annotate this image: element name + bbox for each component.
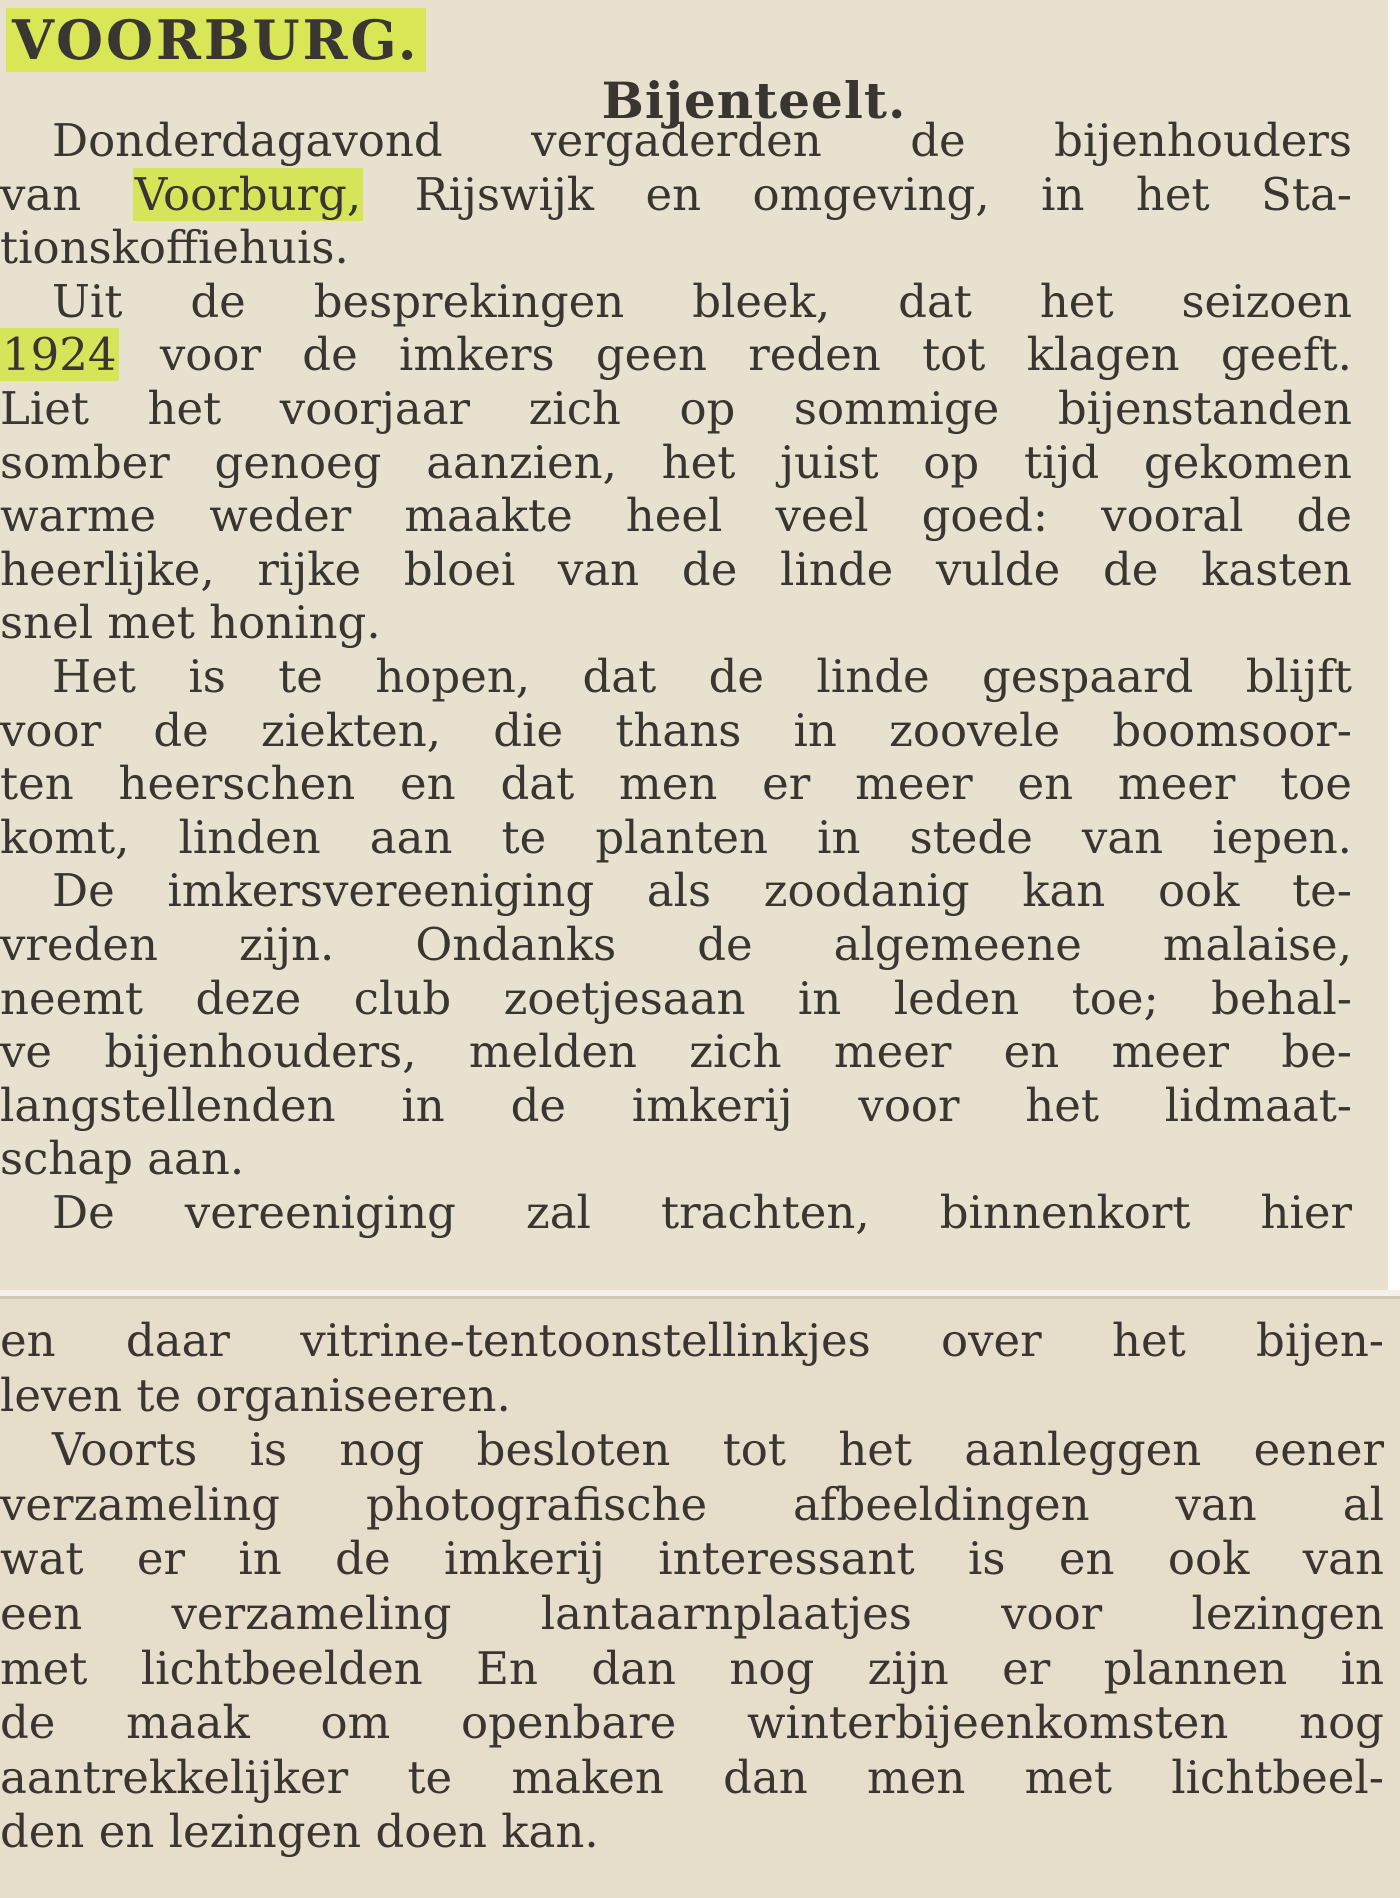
text-line: langstellenden in de imkerij voor het lidmaat- [0, 1078, 1352, 1132]
text-line: schap aan. [0, 1132, 245, 1186]
text-line: den en lezingen doen kan. [0, 1805, 599, 1859]
article-title: Bijenteelt. [601, 71, 907, 130]
text-segment: voor de imkers geen reden tot klagen geeft. [118, 328, 1352, 382]
text-line: komt, linden aan te planten in stede van iepen. [0, 810, 1352, 864]
text-line: Het is te hopen, dat de linde gespaard blijft [52, 650, 1352, 703]
text-line: ten heerschen en dat men er meer en meer toe [0, 757, 1352, 811]
text-line: en daar vitrine-tentoonstellinkjes over het bijen- [0, 1314, 1384, 1367]
highlighted-term: Voorburg, [134, 167, 362, 221]
place-heading: VOORBURG. [6, 8, 426, 72]
text-line: neemt deze club zoetjesaan in leden toe; behal- [0, 971, 1352, 1025]
text-line: ve bijenhouders, melden zich meer en meer be- [0, 1025, 1352, 1079]
text-line: De vereeniging zal trachten, binnenkort hier [52, 1186, 1352, 1239]
text-line: aantrekkelijker te maken dan men met lichtbeel- [0, 1750, 1384, 1804]
text-segment: Rijswijk en omgeving, in het Sta- [363, 167, 1352, 221]
text-segment: van [0, 167, 133, 221]
text-line: de maak om openbare winterbijeenkomsten nog [0, 1696, 1384, 1750]
text-line: heerlijke, rijke bloei van de linde vulde de kasten [0, 542, 1352, 596]
text-line: Voorts is nog besloten tot het aanleggen eener [52, 1423, 1384, 1477]
text-line: verzameling photografische afbeeldingen van al [0, 1477, 1384, 1531]
text-line: voor de ziekten, die thans in zoovele boomsoor- [0, 703, 1352, 757]
text-line: Liet het voorjaar zich op sommige bijenstanden [0, 382, 1352, 435]
text-line: vreden zijn. Ondanks de algemeene malaise, [0, 918, 1352, 971]
text-line: somber genoeg aanzien, het juist op tijd gekomen [0, 435, 1352, 489]
text-line: snel met honing. [0, 596, 381, 650]
text-line: tionskoffiehuis. [0, 221, 349, 275]
highlighted-term: 1924 [2, 328, 117, 382]
text-line: warme weder maakte heel veel goed: vooral de [0, 489, 1352, 543]
text-line: leven te organiseeren. [0, 1368, 511, 1422]
clipping-bottom [0, 1296, 1400, 1898]
text-line [0, 168, 1352, 222]
text-line: Uit de besprekingen bleek, dat het seizoen [52, 274, 1352, 328]
text-line: wat er in de imkerij interessant is en ook van [0, 1532, 1384, 1586]
text-line: Donderdagavond vergaderden de bijenhouders [52, 114, 1352, 167]
text-line: met lichtbeelden En dan nog zijn er plannen in [0, 1641, 1384, 1695]
text-line [0, 328, 1352, 382]
text-line: De imkersvereeniging als zoodanig kan ook te- [52, 864, 1352, 918]
text-line: een verzameling lantaarnplaatjes voor lezingen [0, 1587, 1384, 1640]
